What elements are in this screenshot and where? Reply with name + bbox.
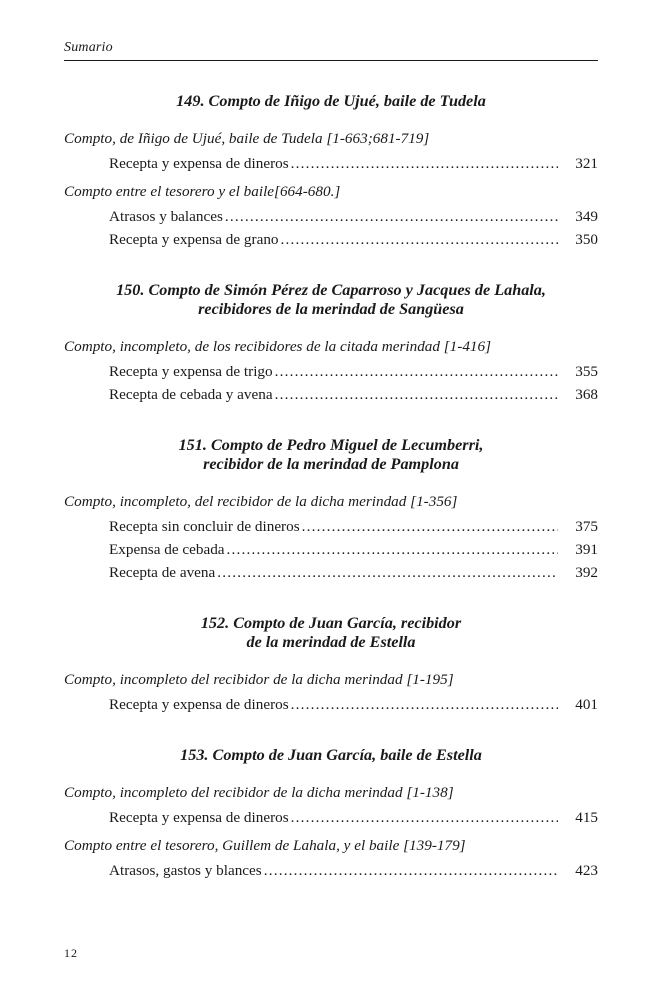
- toc-entry: [64, 806, 598, 829]
- toc-entry: [64, 383, 598, 406]
- entry-label: Recepta y expensa de trigo: [109, 363, 273, 380]
- dot-leader: [225, 205, 558, 228]
- entry-page-number: 391: [575, 541, 598, 558]
- toc-section: [64, 92, 598, 251]
- section-title-line: 153. Compto de Juan García, baile de Estella: [180, 746, 482, 764]
- toc-entry: [64, 693, 598, 716]
- dot-leader: [291, 693, 558, 716]
- toc-group: [64, 670, 598, 716]
- dot-leader: [227, 538, 558, 561]
- group-title: Compto, incompleto del recibidor de la dicha merindad [1-195]: [64, 671, 454, 688]
- toc-entry: [64, 205, 598, 228]
- section-title: [64, 614, 598, 652]
- section-title-line: recibidor de la merindad de Pamplona: [203, 455, 459, 473]
- dot-leader: [275, 360, 558, 383]
- entry-page-number: 350: [575, 231, 598, 248]
- toc-group: [64, 783, 598, 829]
- dot-leader: [217, 561, 558, 584]
- section-title-line: 150. Compto de Simón Pérez de Caparroso y Jacques de Lahala,: [116, 281, 546, 299]
- entry-page-number: 321: [575, 155, 598, 172]
- dot-leader: [275, 383, 558, 406]
- entry-label: Recepta y expensa de dineros: [109, 155, 289, 172]
- running-head: Sumario: [64, 40, 113, 55]
- entry-label: Recepta de cebada y avena: [109, 386, 273, 403]
- entry-label: Recepta sin concluir de dineros: [109, 518, 300, 535]
- entry-page-number: 349: [575, 208, 598, 225]
- dot-leader: [291, 152, 558, 175]
- toc-group: [64, 337, 598, 406]
- entry-page-number: 375: [575, 518, 598, 535]
- section-title: [64, 281, 598, 319]
- dot-leader: [281, 228, 558, 251]
- entry-label: Recepta y expensa de dineros: [109, 696, 289, 713]
- toc-entry: [64, 360, 598, 383]
- entry-page-number: 355: [575, 363, 598, 380]
- table-of-contents: [64, 92, 598, 912]
- toc-entry: [64, 859, 598, 882]
- header-rule: [64, 60, 598, 61]
- toc-entry: [64, 228, 598, 251]
- group-title: Compto entre el tesorero y el baile[664-680.]: [64, 183, 341, 200]
- toc-section: [64, 614, 598, 716]
- section-title: [64, 436, 598, 474]
- entry-page-number: 423: [575, 862, 598, 879]
- section-title-line: de la merindad de Estella: [246, 633, 416, 651]
- entry-label: Atrasos, gastos y blances: [109, 862, 262, 879]
- group-title: Compto, incompleto del recibidor de la dicha merindad [1-138]: [64, 784, 454, 801]
- section-title-line: 152. Compto de Juan García, recibidor: [200, 614, 462, 632]
- group-title: Compto entre el tesorero, Guillem de Lahala, y el baile [139-179]: [64, 837, 466, 854]
- toc-section: [64, 746, 598, 882]
- entry-label: Expensa de cebada: [109, 541, 225, 558]
- section-title-line: recibidores de la merindad de Sangüesa: [198, 300, 464, 318]
- toc-group: [64, 492, 598, 584]
- page-number: 12: [64, 946, 78, 960]
- group-title: Compto, incompleto, del recibidor de la dicha merindad [1-356]: [64, 493, 458, 510]
- dot-leader: [302, 515, 558, 538]
- entry-label: Recepta y expensa de grano: [109, 231, 279, 248]
- entry-page-number: 368: [575, 386, 598, 403]
- toc-entry: [64, 152, 598, 175]
- section-title-line: 149. Compto de Iñigo de Ujué, baile de Tudela: [176, 92, 486, 110]
- entry-page-number: 415: [575, 809, 598, 826]
- group-title: Compto, de Iñigo de Ujué, baile de Tudela [1-663;681-719]: [64, 130, 430, 147]
- toc-group: [64, 129, 598, 175]
- toc-entry: [64, 538, 598, 561]
- section-title: [64, 92, 598, 111]
- toc-group: [64, 182, 598, 251]
- toc-entry: [64, 515, 598, 538]
- toc-section: [64, 436, 598, 584]
- toc-group: [64, 836, 598, 882]
- toc-section: [64, 281, 598, 406]
- entry-label: Recepta y expensa de dineros: [109, 809, 289, 826]
- dot-leader: [264, 859, 558, 882]
- entry-page-number: 392: [575, 564, 598, 581]
- group-title: Compto, incompleto, de los recibidores de la citada merindad [1-416]: [64, 338, 492, 355]
- dot-leader: [291, 806, 558, 829]
- section-title: [64, 746, 598, 765]
- entry-label: Recepta de avena: [109, 564, 216, 581]
- entry-page-number: 401: [575, 696, 598, 713]
- section-title-line: 151. Compto de Pedro Miguel de Lecumberri,: [178, 436, 484, 454]
- toc-entry: [64, 561, 598, 584]
- entry-label: Atrasos y balances: [109, 208, 223, 225]
